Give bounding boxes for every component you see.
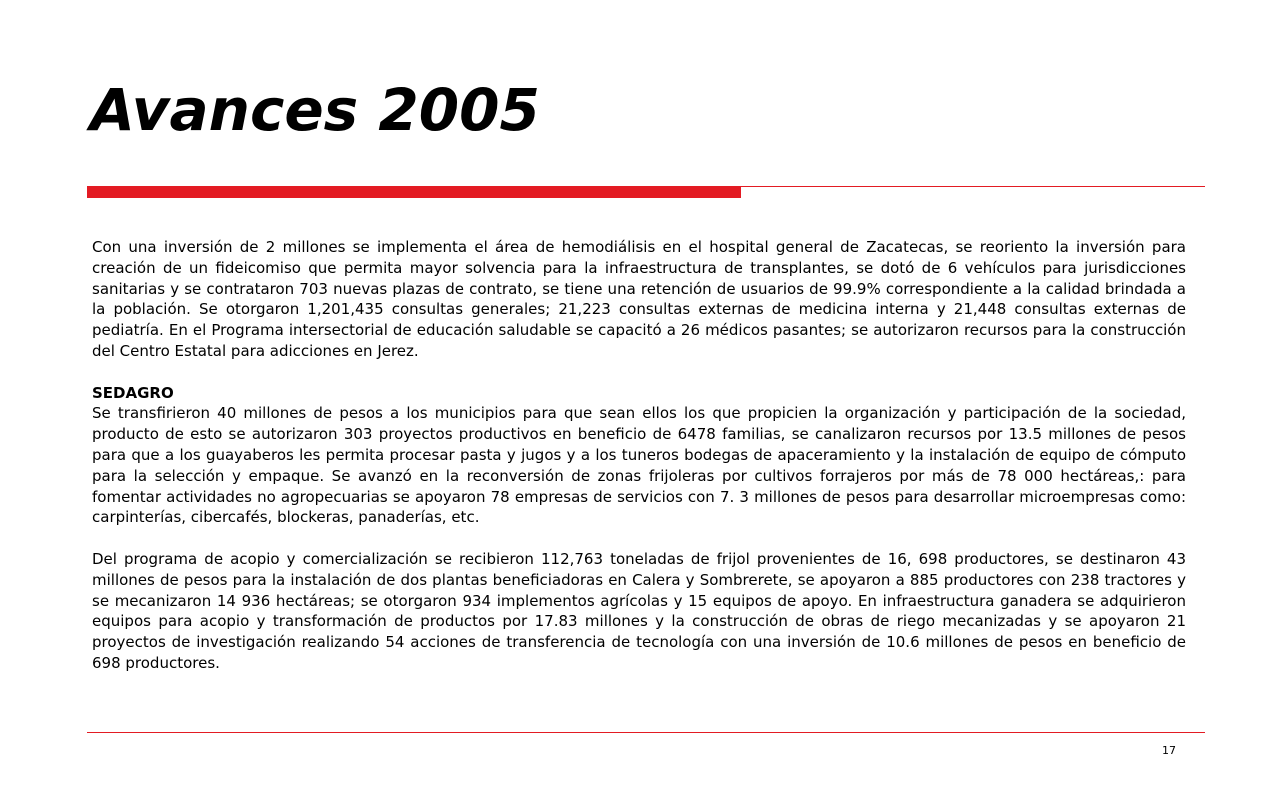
footer-divider [87,732,1205,733]
slide-title: Avances 2005 [90,76,540,144]
acopio-paragraph: Del programa de acopio y comercialización se recibieron 112,763 toneladas de frijol provenientes de 16, 698 productores, se destinaron 43 millones de pesos para la instalación de dos plantas beneficiadoras en Calera y Sombrerete, se apoyaron a 885 productores con 238 tractores y se mecanizaron 14 936 hectáreas; se otorgaron 934 implementos agrícolas y 15 equipos de apoyo. En infraestructura ganadera se adquirieron equipos para acopio y transformación de productos por 17.83 millones y la construcción de obras de riego mecanizadas y se apoyaron 21 proyectos de investigación realizando 54 acciones de transferencia de tecnología con una inversión de 10.6 millones de pesos en beneficio de 698 productores. [92,549,1186,672]
section-heading-sedagro: SEDAGRO [92,383,174,402]
sedagro-paragraph: Se transfirieron 40 millones de pesos a los municipios para que sean ellos los que propicien la organización y participación de la sociedad, producto de esto se autorizaron 303 proyectos productivos en beneficio de 6478 familias, se canalizaron recursos por 13.5 millones de pesos para que a los guayaberos les permita procesar pasta y jugos y a los tuneros bodegas de apaceramiento y la instalación de equipo de cómputo para la selección y empaque. Se avanzó en la reconversión de zonas frijoleras por cultivos forrajeros por más de 78 000 hectáreas,: para fomentar actividades no agropecuarias se apoyaron 78 empresas de servicios con 7. 3 millones de pesos para desarrollar microempresas como: carpinterías, cibercafés, blockeras, panaderías, etc. [92,404,1186,527]
title-accent-bar [87,186,741,198]
title-accent-line [741,186,1205,187]
slide-body [92,237,1186,674]
page-number: 17 [1162,744,1176,757]
health-paragraph: Con una inversión de 2 millones se implementa el área de hemodiálisis en el hospital general de Zacatecas, se reoriento la inversión para creación de un fideicomiso que permita mayor solvencia para la infraestructura de transplantes, se dotó de 6 vehículos para jurisdicciones sanitarias y se contrataron 703 nuevas plazas de contrato, se tiene una retención de usuarios de 99.9% correspondiente a la calidad brindada a la población. Se otorgaron 1,201,435 consultas generales; 21,223 consultas externas de medicina interna y 21,448 consultas externas de pediatría. En el Programa intersectorial de educación saludable se capacitó a 26 médicos pasantes; se autorizaron recursos para la construcción del Centro Estatal para adicciones en Jerez. [92,238,1186,360]
